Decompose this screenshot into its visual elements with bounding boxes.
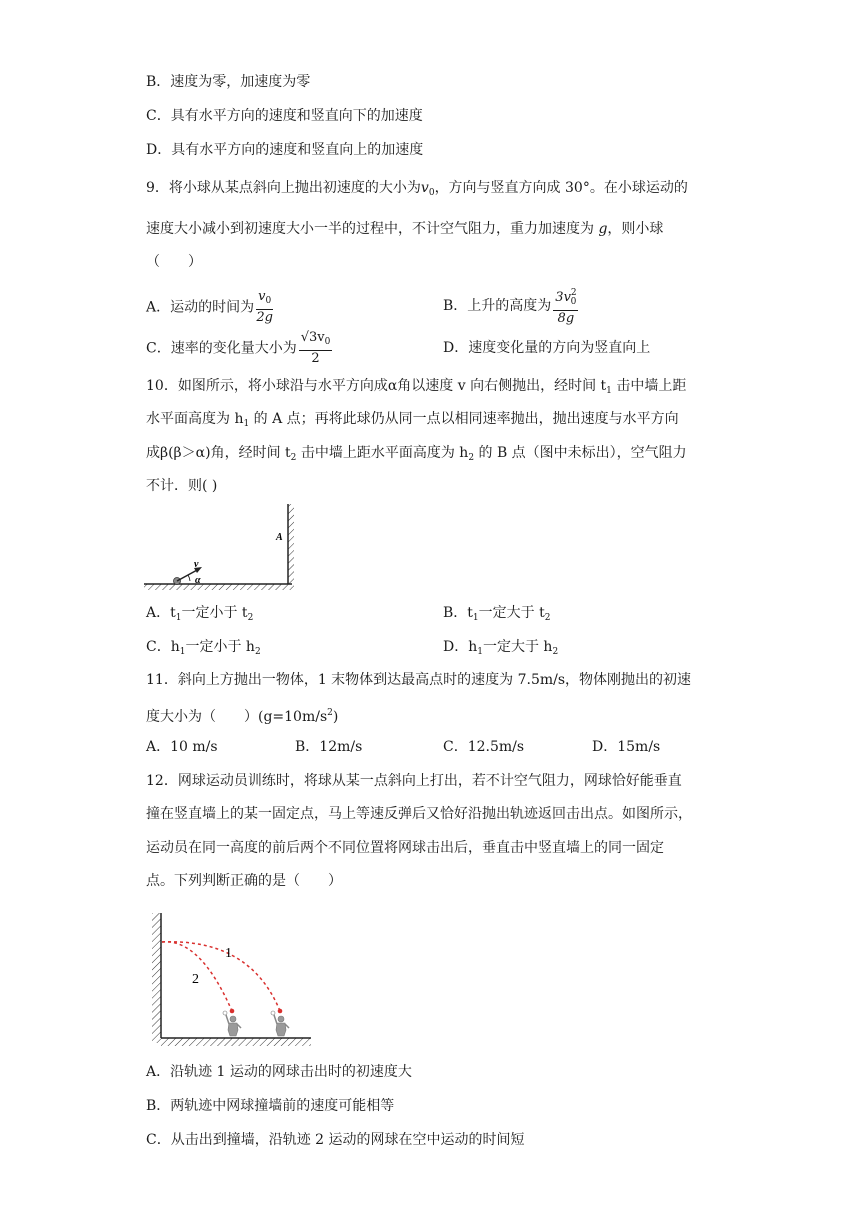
q11-option-b: B．12m/s — [295, 739, 363, 755]
q8-option-c: C．具有水平方向的速度和竖直向下的加速度 — [146, 108, 423, 124]
label-alpha: α — [195, 575, 201, 586]
label-a-point: A — [276, 532, 283, 543]
label-v: v — [194, 559, 199, 570]
q11-stem-line1: 11．斜向上方抛出一物体，1 末物体到达最高点时的速度为 7.5m/s，物体刚抛出的初速 — [146, 672, 692, 688]
q12-option-b: B．两轨迹中网球撞墙前的速度可能相等 — [146, 1098, 395, 1114]
q8-option-b: B．速度为零，加速度为零 — [146, 74, 311, 90]
q11-option-a: A．10 m/s — [146, 739, 218, 755]
hit-point-1 — [278, 1009, 283, 1014]
q10-stem-line4: 不计．则( ) — [146, 478, 218, 494]
q9-stem-line2: 速度大小减小到初速度大小一半的过程中，不计空气阻力，重力加速度为 g，则小球 — [146, 221, 664, 237]
q12-stem-line1: 12．网球运动员训练时，将球从某一点斜向上打出，若不计空气阻力，网球恰好能垂直 — [146, 773, 682, 789]
label-trajectory-1: 1 — [225, 946, 232, 961]
q12-stem-line4: 点。下列判断正确的是（ ） — [146, 873, 342, 889]
q9-option-b-fraction: $\frac{3v^2_0}{8g}$ — [553, 285, 578, 327]
q8-option-d: D．具有水平方向的速度和竖直向上的加速度 — [146, 142, 424, 158]
hit-point-2 — [230, 1009, 235, 1014]
player-near-icon — [223, 1011, 241, 1036]
q12-option-a: A．沿轨迹 1 运动的网球击出时的初速度大 — [146, 1064, 412, 1080]
angle-arc — [188, 575, 190, 581]
q12-stem-line2: 撞在竖直墙上的某一固定点，马上等速反弹后又恰好沿抛出轨迹返回击出点。如图所示， — [146, 806, 692, 822]
q9-option-a: A．运动的时间为 $\frac{v_0}{2g}$ — [146, 289, 273, 325]
q9-option-c: C．速率的变化量大小为 $\frac{√3v_0}{2}$ — [146, 330, 331, 366]
q12-figure — [150, 908, 315, 1056]
trajectory-1 — [162, 942, 280, 1011]
player-far-icon — [271, 1011, 289, 1036]
q10-option-b: B．$t_1$一定大于 $t_2$ — [443, 605, 551, 623]
q10-stem-line2: 水平面高度为 $h_1$ 的 A 点；再将此球仍从同一点以相同速率抛出，抛出速度与水平方向 — [146, 411, 679, 429]
wall-hatch — [288, 504, 294, 588]
q10-option-a: A．$t_1$一定小于 $t_2$ — [146, 605, 254, 623]
q9-option-b: B．上升的高度为 $\frac{3v^2_0}{8g}$ — [443, 285, 578, 323]
q12-stem-line3: 运动员在同一高度的前后两个不同位置将网球击出后，垂直击中竖直墙上的同一固定 — [146, 840, 664, 856]
q9-option-d: D．速度变化量的方向为竖直向上 — [443, 340, 651, 356]
q10-option-d: D．$h_1$一定大于 $h_2$ — [443, 639, 559, 657]
q12-option-c: C．从击出到撞墙，沿轨迹 2 运动的网球在空中运动的时间短 — [146, 1132, 525, 1148]
q9-option-a-fraction: $\frac{v_0}{2g}$ — [256, 289, 273, 325]
q9-stem-line1: 9．将小球从某点斜向上抛出初速度的大小为$v_0$，方向与竖直方向成 30°。在小球运动的 — [146, 180, 688, 198]
label-trajectory-2: 2 — [192, 972, 199, 987]
q10-option-c: C．$h_1$一定小于 $h_2$ — [146, 639, 261, 657]
q11-option-c: C．12.5m/s — [443, 739, 525, 755]
q11-option-d: D．15m/s — [592, 739, 661, 755]
ground-hatch — [144, 584, 292, 590]
q10-stem-line3: 成β(β＞α)角，经时间 $t_2$ 击中墙上距水平面高度为 $h_2$ 的 B 点（图中未标出），空气阻力 — [146, 445, 687, 463]
q9-option-c-fraction: $\frac{√3v_0}{2}$ — [300, 330, 331, 366]
ground-hatch — [161, 1038, 311, 1046]
q11-stem-line2: 度大小为（ ）$(g=10m/s^2)$ — [146, 708, 339, 725]
q10-stem-line1: 10．如图所示，将小球沿与水平方向成α角以速度 v 向右侧抛出，经时间 $t_1$ 击中墙上距 — [146, 378, 687, 396]
wall-hatch — [152, 913, 161, 1043]
q10-figure — [144, 502, 296, 594]
q9-answer-paren: （ ） — [146, 254, 202, 270]
